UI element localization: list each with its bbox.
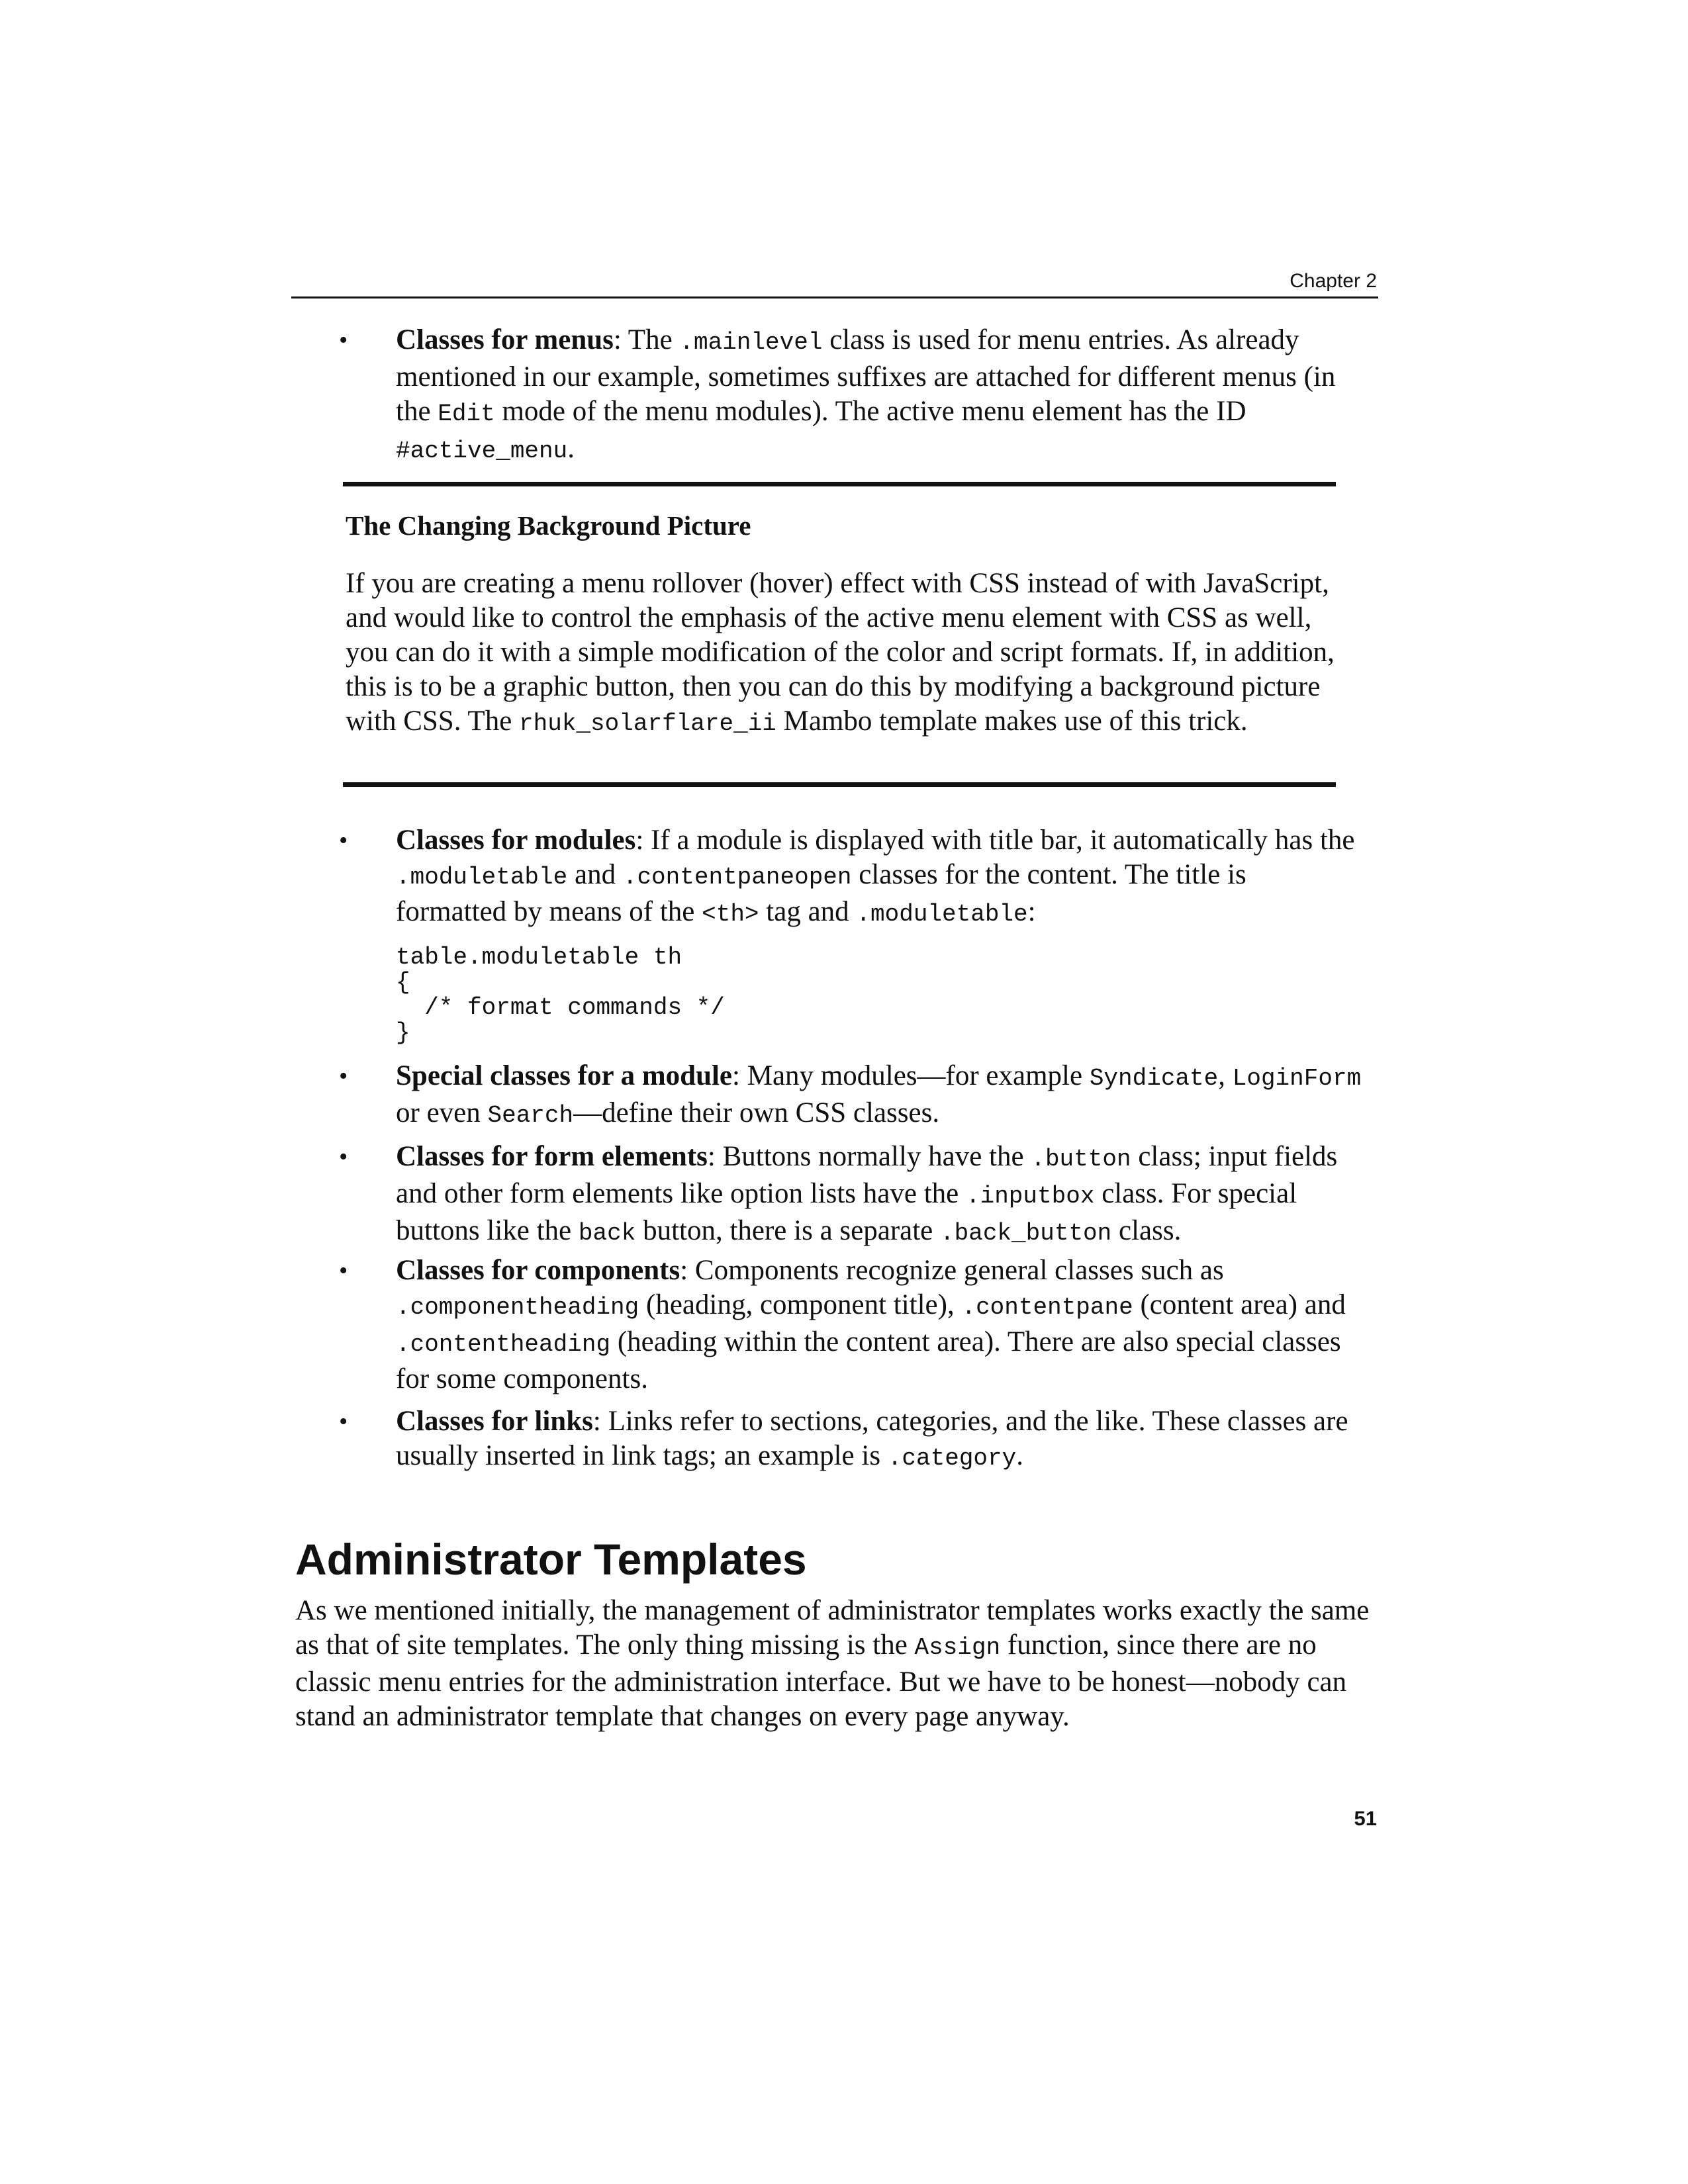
bullet-text-run: : Many modules—for example	[732, 1060, 1090, 1091]
note-body	[346, 567, 1338, 741]
bullet-text-run: tag and	[759, 896, 857, 927]
bullet-glyph: •	[339, 1143, 348, 1171]
inline-code: .mainlevel	[679, 329, 823, 356]
bullet-text-run: ,	[1218, 1060, 1233, 1091]
header-rule	[291, 296, 1378, 298]
bullet-text-run: : Buttons normally have the	[707, 1141, 1031, 1172]
section-heading: Administrator Templates	[295, 1535, 807, 1584]
bullet-title: Classes for form elements	[396, 1141, 708, 1172]
bullet-text-run: —define their own CSS classes.	[573, 1097, 940, 1128]
inline-code: .category	[887, 1445, 1017, 1472]
inline-code: .button	[1031, 1146, 1131, 1173]
bullet-text-run: : The	[613, 324, 680, 355]
bullet-title: Classes for menus	[396, 324, 614, 355]
bullet-text-run: class; input fields and other form elements like option lists have the	[396, 1141, 1338, 1209]
bullet-text-run: or even	[396, 1097, 488, 1128]
inline-code: .inputbox	[966, 1183, 1095, 1210]
inline-code: Search	[487, 1102, 574, 1129]
bullet-text-run: class.	[1111, 1215, 1182, 1246]
bullet-text	[396, 1253, 1362, 1396]
inline-code: .contentpane	[961, 1294, 1133, 1321]
bullet-text-run: classes for the content. The title is formatted by means of the	[396, 859, 1246, 927]
bullet-title: Classes for modules	[396, 825, 636, 856]
section-text-end: function, since there are no classic menu entries for the administration interface. But we have to be honest—nobody can stand an administrator template that changes on every page anyway.	[295, 1629, 1347, 1732]
inline-code: .contentheading	[396, 1331, 611, 1358]
bullet-glyph: •	[339, 1257, 348, 1285]
bullet-text-run: : If a module is displayed with title bar, it automatically has the	[635, 825, 1355, 856]
section-text: As we mentioned initially, the management of administrator templates works exactly the same as that of site templates. The only thing missing is the	[295, 1595, 1370, 1661]
inline-code: .back_button	[940, 1220, 1112, 1247]
bullet-text-run: : Links refer to sections, categories, and the like. These classes are usually inserted in link tags; an example is	[396, 1406, 1348, 1471]
inline-code: #active_menu	[396, 437, 568, 465]
bullet-text-run: (heading within the content area). There are also special classes for some components.	[396, 1326, 1341, 1394]
bullet-text	[396, 1059, 1362, 1133]
bullet-text-run: and	[567, 859, 623, 890]
section-paragraph	[295, 1594, 1381, 1734]
bullet-text-run: (heading, component title),	[639, 1289, 962, 1320]
bullet-text	[396, 823, 1362, 932]
inline-code: .moduletable	[396, 864, 568, 891]
note-top-rule	[343, 482, 1336, 486]
bullet-text	[396, 1140, 1362, 1251]
page-number: 51	[1354, 1807, 1377, 1830]
inline-code: LoginForm	[1232, 1065, 1362, 1092]
inline-code: .componentheading	[396, 1294, 639, 1321]
note-body-text-end: Mambo template makes use of this trick.	[776, 705, 1248, 737]
bullet-title: Classes for components	[396, 1255, 680, 1286]
bullet-text-run: : Components recognize general classes such as	[680, 1255, 1224, 1286]
bullet-text	[396, 1404, 1362, 1476]
bullet-text-run: class is used for menu entries. As already mentioned in our example, sometimes suffixes are attached for different menus (in the	[396, 324, 1336, 427]
inline-code: Edit	[438, 400, 495, 428]
bullet-glyph: •	[339, 1408, 348, 1435]
bullet-text	[396, 323, 1362, 469]
bullet-glyph: •	[339, 1062, 348, 1090]
inline-code: .moduletable	[856, 901, 1028, 928]
bullet-text-run: :	[1027, 896, 1036, 927]
inline-code: back	[578, 1220, 636, 1247]
bullet-text-run: .	[567, 433, 575, 464]
bullet-glyph: •	[339, 827, 348, 854]
bullet-text-run: .	[1016, 1440, 1023, 1471]
running-header: Chapter 2	[1289, 270, 1377, 292]
note-body-text: If you are creating a menu rollover (hover) effect with CSS instead of with JavaScript, and would like to control the emphasis of the active menu element with CSS as well, you can do it with a simple modification of the color and script formats. If, in addition, this is to be a graphic button, then you can do this by modifying a background picture with CSS. The	[346, 568, 1335, 737]
bullet-title: Classes for links	[396, 1406, 593, 1437]
inline-code: <th>	[702, 901, 759, 928]
bullet-text-run: button, there is a separate	[635, 1215, 941, 1246]
bullet-title: Special classes for a module	[396, 1060, 733, 1091]
inline-code: Syndicate	[1089, 1065, 1219, 1092]
section-code: Assign	[914, 1634, 1001, 1661]
inline-code: .contentpaneopen	[622, 864, 852, 891]
note-body-code: rhuk_solarflare_ii	[519, 710, 776, 737]
bullet-text-run: class. For special buttons like the	[396, 1178, 1297, 1246]
code-block: table.moduletable th { /* format commands */ }	[396, 944, 725, 1046]
bullet-text-run: mode of the menu modules). The active menu element has the ID	[494, 396, 1246, 427]
note-title: The Changing Background Picture	[346, 510, 751, 541]
bullet-text-run: (content area) and	[1133, 1289, 1346, 1320]
note-bottom-rule	[343, 782, 1336, 787]
bullet-glyph: •	[339, 326, 348, 354]
